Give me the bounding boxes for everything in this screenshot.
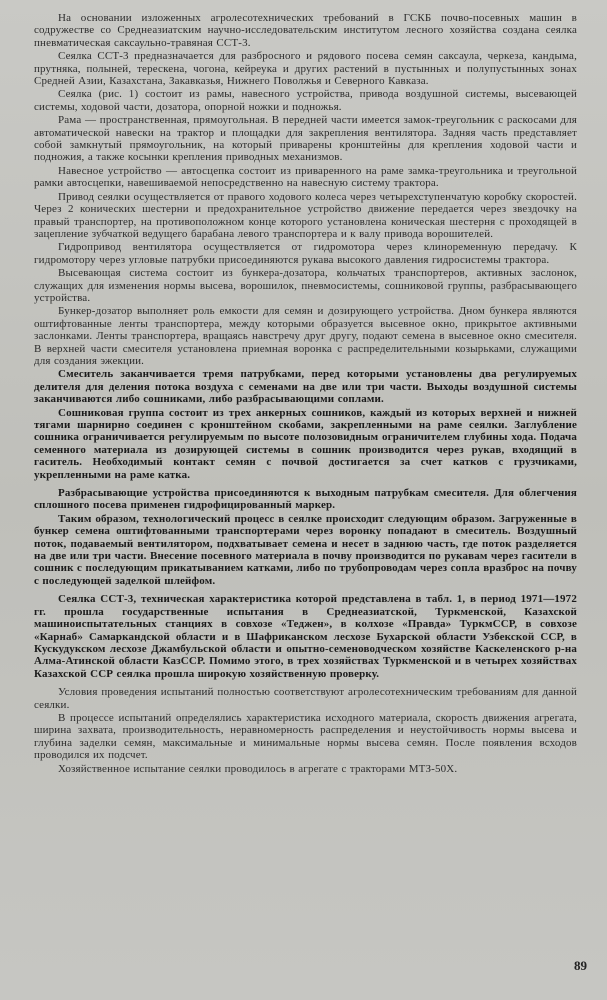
paragraph-drive: Привод сеялки осуществляется от правого ходового колеса через четырехступенчатую коробку скоростей. Через 2 конических шестерни и предохранительное устройство движение передается через звездочку на правый транспортер, на противоположном конце которого установлена коническая шестерня с проходящей в зацепление зубчаткой ведущего барабана левого транспортера и к валу привода ворошителей. (34, 190, 577, 240)
paragraph-process: Таким образом, технологический процесс в сеялке происходит следующим образом. Загруженные в бункер семена оштифтованными транспортерами через воронку попадают в смеситель. Воздушный поток, подаваемый вентилятором, подхватывает семена и несет в заднюю часть, где поток разделяется на две или три части. Внесение посевного материала в почву производится по рукавам через гасители в сошник с последующим прикатыванием катками, либо по трубопроводам через сопла вразброс на почву с последующей заделкой шлейфом. (34, 512, 577, 587)
paragraph-hopper: Бункер-дозатор выполняет роль емкости для семян и дозирующего устройства. Дном бункера являются оштифтованные ленты транспортера, между которыми образуется высевное окно, прикрытое активными заслонками. Ленты транспортера, вращаясь навстречу друг другу, подают семена в высевное окно смесителя. В верхней части смесителя установлена приемная воронка с распределительными козырьками, служащими для создания эжекции. (34, 305, 577, 367)
paragraph-field-test: Хозяйственное испытание сеялки проводилось в агрегате с тракторами МТЗ-50Х. (58, 762, 458, 775)
paragraph-conditions: Условия проведения испытаний полностью соответствуют агролесотехническим требованиям для данной сеялки. (34, 686, 577, 711)
paragraph-seeding-system: Высевающая система состоит из бункера-дозатора, кольчатых транспортеров, активных заслонок, служащих для изменения нормы высева, ворошилок, пневмосистемы, сошниковой группы, разбрасывающего устройства. (34, 267, 577, 304)
paragraph-intro: На основании изложенных агролесотехнических требований в ГСКБ почво-посевных машин в содружестве со Среднеазиатским научно-исследовательским институтом лесного хозяйства создана сеялка пневматическая саксаульно-травяная ССТ-3. (34, 12, 577, 49)
paragraph-hitch: Навесное устройство — автосцепка состоит из приваренного на раме замка-треугольника и треугольной рамки автосцепки, навешиваемой непосредственно на навесную систему трактора. (34, 164, 577, 190)
paragraph-measurements: В процессе испытаний определялись характеристика исходного материала, скорость движения агрегата, ширина захвата, производительность, неравномерность распределения и неустойчивость нормы высева и глубина заделки семян, максимальные и минимальные нормы высева семян. После появления всходов проводился их подсчет. (34, 711, 577, 762)
paragraph-composition: Сеялка (рис. 1) состоит из рамы, навесного устройства, привода воздушной системы, высевающей системы, ходовой части, дозатора, опорной ножки и подножья. (34, 88, 577, 113)
paragraph-tests: Сеялка ССТ-3, техническая характеристика которой представлена в табл. 1, в период 1971—1972 гг. прошла государственные испытания в Среднеазиатской, Туркменской, Казахской машиноиспытательных станциях в совхозе «Теджен», в колхозе «Правда» ТуркмССР, в совхозе «Карнаб» Самаркандской области и в Шафриканском лесхозе Бухарской области Узбекской ССР, в Кускудукском лесхозе Джамбульской области и опытно-семеноводческом хозяйстве Каскеленского р-на Алма-Атинской области КазССР. Помимо этого, в трех хозяйствах Туркменской и в четырех хозяйствах Казахской ССР сеялка прошла широкую хозяйственную проверку. (34, 593, 577, 680)
paragraph-hydraulic-drive: Гидропривод вентилятора осуществляется от гидромотора через клиноременную передачу. К гидромотору через угловые патрубки присоединяются рукава высокого давления гидросистемы трактора. (34, 241, 577, 266)
paragraph-coulters: Сошниковая группа состоит из трех анкерных сошников, каждый из которых верхней и нижней тягами шарнирно соединен с кронштейном скобами, закрепленными на раме сеялки. Заглубление сошника ограничивается регулируемым по высоте полозовидным ограничителем глубины хода. Подача семенного материала из дозирующей системы в сошник производится через рукав, входящий в гаситель. Необходимый контакт семян с почвой достигается за счет катков с грузчиками, укрепленными на раме катка. (34, 406, 577, 481)
paragraph-frame: Рама — пространственная, прямоугольная. В передней части имеется замок-треугольник с раскосами для автоматической навески на трактор и площадки для закрепления вентилятора. Задняя часть представляет собой замкнутый прямоугольник, на который приварены кронштейны для крепления ходовой части и подножия, а также косынки крепления приводных механизмов. (34, 114, 577, 164)
paragraph-spreaders: Разбрасывающие устройства присоединяются к выходным патрубкам смесителя. Для облегчения сплошного посева применен гидрофицированный маркер. (34, 487, 577, 512)
paragraph-mixer: Смеситель заканчивается тремя патрубками, перед которыми установлены два регулируемых делителя для деления потока воздуха с семенами на две или три части. Выходы воздушной системы заканчиваются либо сошниками, либо разбрасывающими соплами. (34, 368, 577, 406)
paragraph-purpose: Сеялка ССТ-3 предназначается для разбросного и рядового посева семян саксаула, черкеза, кандыма, прутняка, полыней, терескена, чогона, кейреука и других растений в пустынных и полупустынных зонах Средней Азии, Казахстана, Закавказья, Нижнего Поволжья и Северного Кавказа. (34, 50, 577, 88)
page-number: 89 (574, 958, 587, 973)
